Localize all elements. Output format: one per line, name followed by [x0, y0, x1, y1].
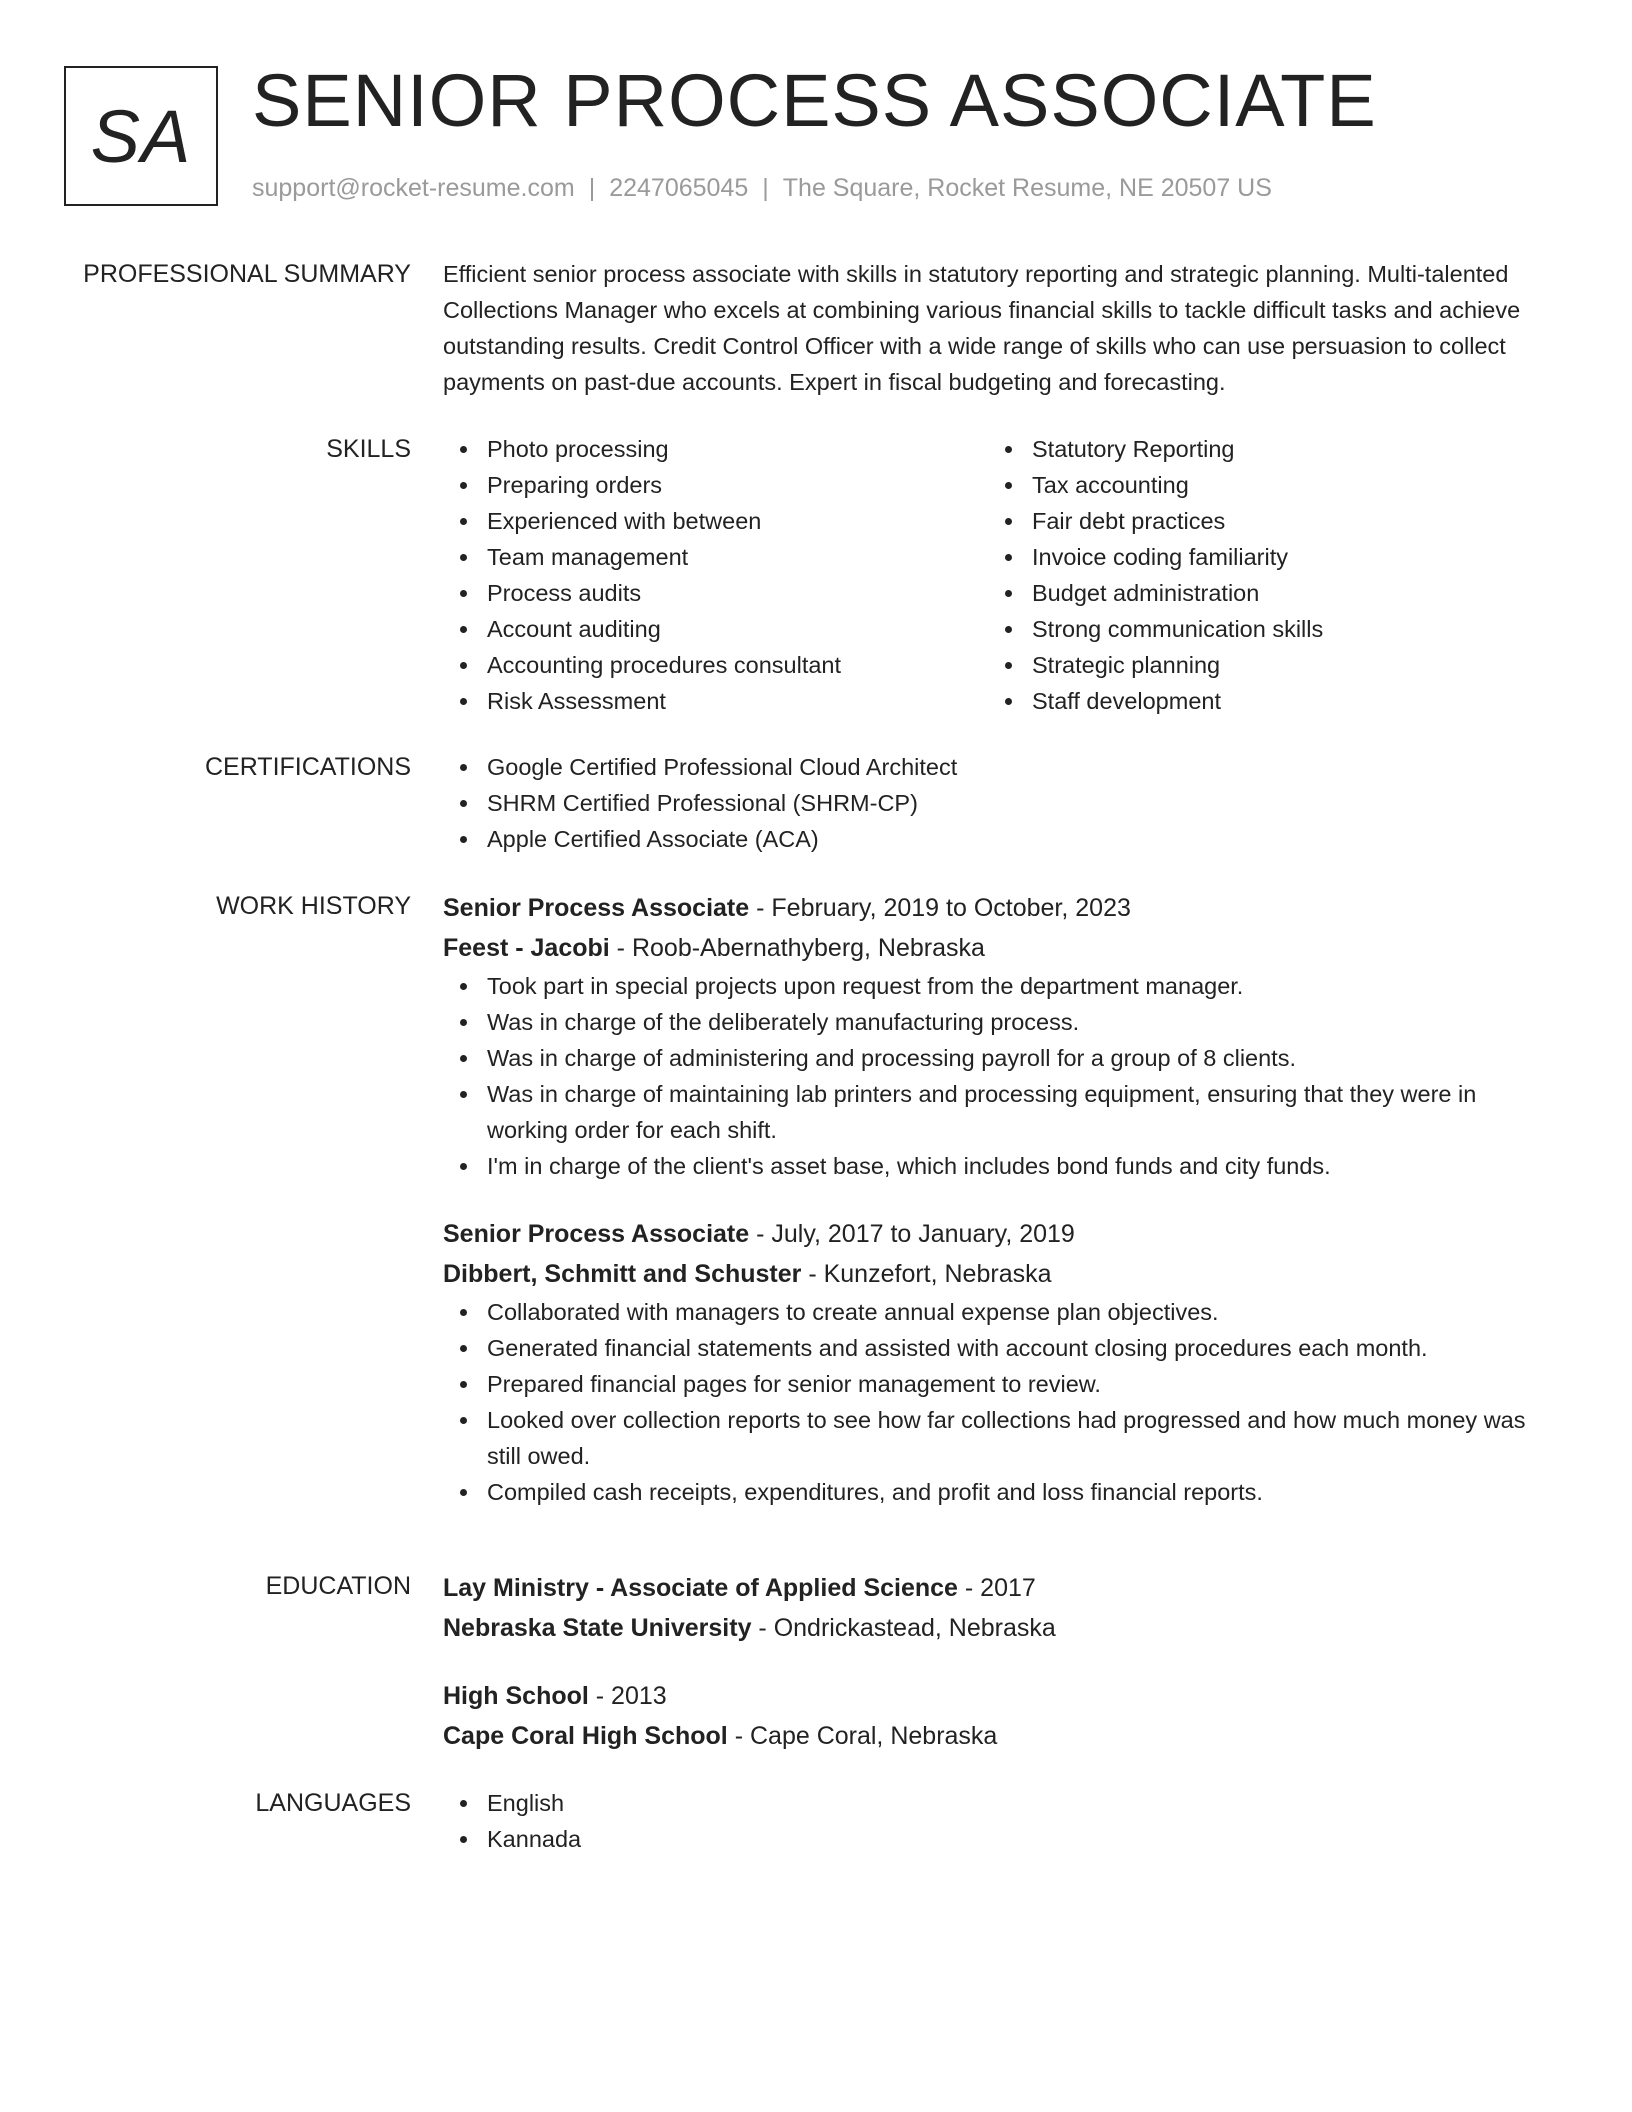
job-duties-list	[443, 968, 1553, 1184]
job-title: Senior Process Associate	[443, 1220, 750, 1248]
skill-item: Invoice coding familiarity	[988, 539, 1533, 575]
section-heading-skills: SKILLS	[326, 435, 411, 463]
job-duty: I'm in charge of the client's asset base, which includes bond funds and city funds.	[443, 1148, 1553, 1184]
job-duty: Looked over collection reports to see how far collections had progressed and how much money was still owed.	[443, 1402, 1553, 1474]
contact-address: The Square, Rocket Resume, NE 20507 US	[782, 174, 1272, 202]
job-duty: Was in charge of the deliberately manufacturing process.	[443, 1004, 1553, 1040]
skill-item: Preparing orders	[443, 467, 988, 503]
job-location: - Kunzefort, Nebraska	[801, 1260, 1052, 1288]
job-dates: - February, 2019 to October, 2023	[749, 894, 1131, 922]
job-company-line	[443, 1254, 1553, 1294]
skill-item: Accounting procedures consultant	[443, 647, 988, 683]
education-year: - 2013	[588, 1682, 667, 1710]
certification-item: Apple Certified Associate (ACA)	[443, 821, 1553, 857]
job-duty: Generated financial statements and assisted with account closing procedures each month.	[443, 1330, 1553, 1366]
skill-item: Tax accounting	[988, 467, 1533, 503]
languages-list	[443, 1785, 1553, 1857]
job-duties-list	[443, 1294, 1553, 1510]
education-entry	[443, 1568, 1553, 1648]
education-degree: High School	[443, 1682, 589, 1710]
job-location: - Roob-Abernathyberg, Nebraska	[609, 934, 985, 962]
job-dates: - July, 2017 to January, 2019	[749, 1220, 1075, 1248]
job-duty: Prepared financial pages for senior management to review.	[443, 1366, 1553, 1402]
job-duty: Was in charge of maintaining lab printers and processing equipment, ensuring that they were in working order for each shift.	[443, 1076, 1553, 1148]
education-entry	[443, 1676, 1553, 1756]
skills-list-left	[443, 431, 988, 719]
job-entry	[443, 1214, 1553, 1510]
skill-item: Fair debt practices	[988, 503, 1533, 539]
job-duty: Was in charge of administering and processing payroll for a group of 8 clients.	[443, 1040, 1553, 1076]
contact-phone: 2247065045	[609, 174, 749, 202]
education-school: Nebraska State University	[443, 1614, 752, 1642]
certification-item: SHRM Certified Professional (SHRM-CP)	[443, 785, 1553, 821]
section-heading-certifications: CERTIFICATIONS	[204, 753, 411, 781]
summary-text: Efficient senior process associate with skills in statutory reporting and strategic planning. Multi-talented Collections Manager who excels at combining various financial skills to tackle difficult tasks and achieve outstanding results. Credit Control Officer with a wide range of skills who can use persuasion to collect payments on past-due accounts. Expert in fiscal budgeting and forecasting.	[443, 261, 1521, 395]
job-duty: Took part in special projects upon request from the department manager.	[443, 968, 1553, 1004]
education-year: - 2017	[957, 1574, 1036, 1602]
education-location: - Cape Coral, Nebraska	[727, 1722, 998, 1750]
monogram-logo: SA	[64, 66, 218, 206]
language-item: Kannada	[443, 1821, 1553, 1857]
skills-list-right	[988, 431, 1533, 719]
education-degree-line	[443, 1568, 1553, 1608]
job-company: Dibbert, Schmitt and Schuster	[443, 1260, 802, 1288]
job-title: Senior Process Associate	[443, 894, 750, 922]
education-degree-line	[443, 1676, 1553, 1716]
resume-title: SENIOR PROCESS ASSOCIATE	[252, 59, 1377, 142]
job-duty: Compiled cash receipts, expenditures, and profit and loss financial reports.	[443, 1474, 1553, 1510]
section-heading-languages: LANGUAGES	[255, 1789, 411, 1817]
job-company: Feest - Jacobi	[443, 934, 610, 962]
section-heading-summary: PROFESSIONAL SUMMARY	[83, 260, 411, 288]
education-degree: Lay Ministry - Associate of Applied Science	[443, 1574, 958, 1602]
job-company-line	[443, 928, 1553, 968]
education-school-line	[443, 1608, 1553, 1648]
certification-item: Google Certified Professional Cloud Architect	[443, 749, 1553, 785]
skill-item: Strong communication skills	[988, 611, 1533, 647]
job-title-line	[443, 1214, 1553, 1254]
skill-item: Strategic planning	[988, 647, 1533, 683]
job-title-line	[443, 888, 1553, 928]
skill-item: Staff development	[988, 683, 1533, 719]
contact-line	[252, 170, 1272, 206]
certifications-list	[443, 749, 1553, 857]
skill-item: Experienced with between	[443, 503, 988, 539]
skill-item: Statutory Reporting	[988, 431, 1533, 467]
language-item: English	[443, 1785, 1553, 1821]
skill-item: Budget administration	[988, 575, 1533, 611]
education-school: Cape Coral High School	[443, 1722, 728, 1750]
skill-item: Account auditing	[443, 611, 988, 647]
education-school-line	[443, 1716, 1553, 1756]
section-heading-education: EDUCATION	[265, 1572, 411, 1600]
job-entry	[443, 888, 1553, 1184]
contact-email: support@rocket-resume.com	[252, 174, 575, 202]
skill-item: Process audits	[443, 575, 988, 611]
section-heading-work-history: WORK HISTORY	[216, 892, 411, 920]
education-location: - Ondrickastead, Nebraska	[751, 1614, 1056, 1642]
skill-item: Team management	[443, 539, 988, 575]
job-duty: Collaborated with managers to create annual expense plan objectives.	[443, 1294, 1553, 1330]
contact-separator: |	[588, 174, 596, 202]
skill-item: Risk Assessment	[443, 683, 988, 719]
skill-item: Photo processing	[443, 431, 988, 467]
contact-separator: |	[762, 174, 769, 202]
